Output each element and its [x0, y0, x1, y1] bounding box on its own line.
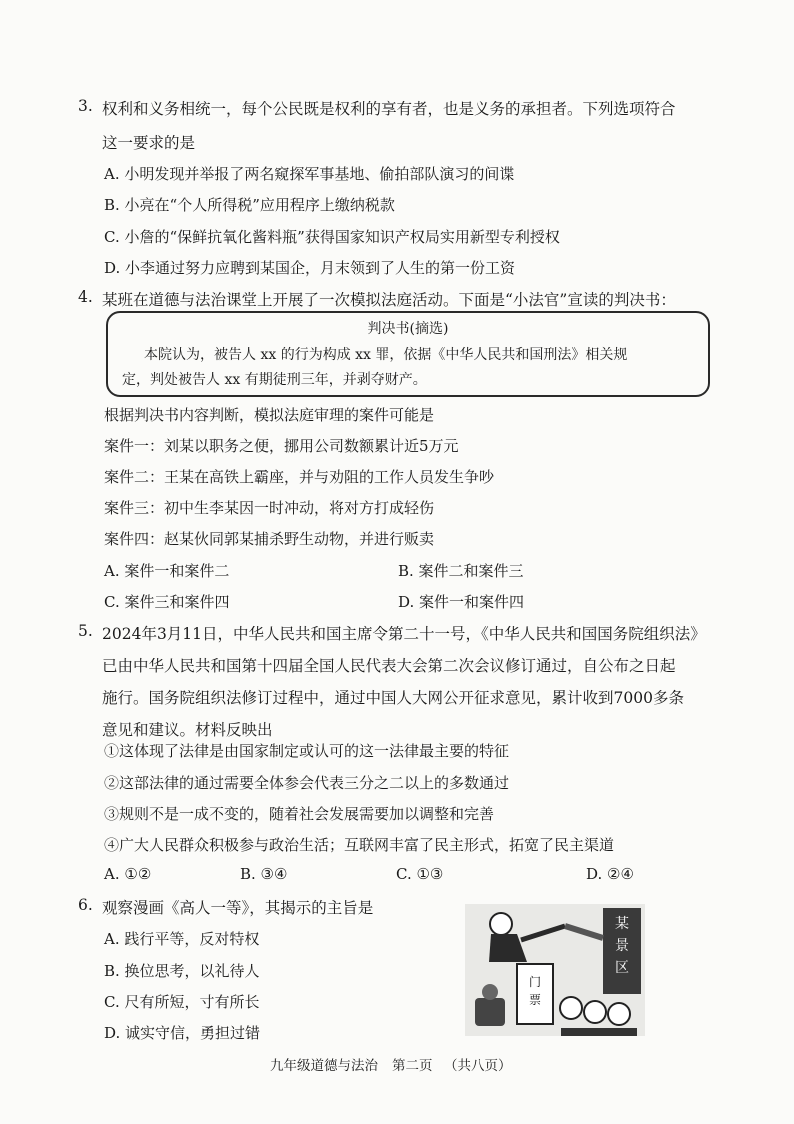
q3-stem-line1: 权利和义务相统一，每个公民既是权利的享有者，也是义务的承担者。下列选项符合 — [102, 100, 676, 118]
judgment-title: 判决书(摘选) — [367, 321, 449, 337]
crowd-face-3 — [608, 1003, 630, 1025]
q4-option-b: B. 案件二和案件三 — [398, 562, 524, 580]
ticket-char-1: 门 — [528, 975, 542, 989]
q5-option-d: D. ②④ — [586, 865, 634, 883]
footer-page: 第二页 — [392, 1058, 433, 1074]
q6-option-c: C. 尺有所短，寸有所长 — [104, 993, 260, 1011]
q3-option-b: B. 小亮在“个人所得税”应用程序上缴纳税款 — [104, 196, 395, 214]
q5-item-3: ③规则不是一成不变的，随着社会发展需要加以调整和完善 — [104, 805, 495, 823]
footer-subject: 九年级道德与法治 — [270, 1058, 378, 1074]
q5-option-a: A. ①② — [104, 865, 152, 883]
judgment-line2: 定，判处被告人 xx 有期徒刑三年，并剥夺财产。 — [122, 372, 427, 388]
q5-stem-line2: 已由中华人民共和国第十四届全国人民代表大会第二次会议修订通过，自公布之日起 — [102, 657, 676, 675]
scenic-sign-char-1: 某 — [615, 916, 629, 932]
q4-option-a: A. 案件一和案件二 — [104, 562, 230, 580]
q5-option-c: C. ①③ — [396, 865, 444, 883]
q5-option-b: B. ③④ — [240, 865, 288, 883]
q6-number: 6. — [78, 896, 93, 914]
crowd-face-2 — [584, 1001, 606, 1023]
q4-case-1: 案件一：刘某以职务之便，挪用公司数额累计近5万元 — [104, 437, 459, 455]
q4-case-3: 案件三：初中生李某因一时冲动，将对方打成轻伤 — [104, 499, 435, 517]
q5-item-1: ①这体现了法律是由国家制定或认可的这一法律最主要的特征 — [104, 742, 510, 760]
q6-option-d: D. 诚实守信，勇担过错 — [104, 1024, 261, 1042]
footer-total: （共八页） — [444, 1058, 512, 1074]
q4-case-4: 案件四：赵某伙同郭某捕杀野生动物，并进行贩卖 — [104, 530, 435, 548]
crowd-face-1 — [560, 997, 582, 1019]
q6-option-b: B. 换位思考，以礼待人 — [104, 962, 260, 980]
q6-option-a: A. 践行平等，反对特权 — [104, 930, 260, 948]
q5-stem-line1: 2024年3月11日，中华人民共和国主席令第二十一号，《中华人民共和国国务院组织法》 — [102, 625, 706, 643]
q3-number: 3. — [78, 97, 93, 115]
cartoon-illustration — [465, 904, 645, 1036]
stamp — [475, 998, 505, 1026]
q5-stem-line4: 意见和建议。材料反映出 — [102, 721, 273, 739]
q5-stem-line3: 施行。国务院组织法修订过程中，通过中国人大网公开征求意见，累计收到7000多条 — [102, 689, 684, 707]
judgment-line1: 本院认为，被告人 xx 的行为构成 xx 罪，依据《中华人民共和国刑法》相关规 — [144, 347, 628, 363]
q4-option-c: C. 案件三和案件四 — [104, 593, 230, 611]
q4-option-d: D. 案件一和案件四 — [398, 593, 525, 611]
q6-stem: 观察漫画《高人一等》，其揭示的主旨是 — [102, 899, 374, 917]
q4-question: 根据判决书内容判断，模拟法庭审理的案件可能是 — [104, 406, 435, 424]
q4-number: 4. — [78, 288, 93, 306]
q5-number: 5. — [78, 622, 93, 640]
q5-item-2: ②这部法律的通过需要全体参会代表三分之二以上的多数通过 — [104, 774, 510, 792]
ticket-char-2: 票 — [528, 993, 542, 1007]
scenic-sign-char-2: 景 — [615, 938, 629, 954]
judgment-box — [106, 311, 710, 397]
crowd-bodies — [561, 1028, 637, 1036]
q5-item-4: ④广大人民群众积极参与政治生活；互联网丰富了民主形式，拓宽了民主渠道 — [104, 836, 615, 854]
scenic-sign-char-3: 区 — [615, 960, 629, 976]
q3-option-c: C. 小詹的“保鲜抗氧化酱料瓶”获得国家知识产权局实用新型专利授权 — [104, 228, 560, 246]
q3-option-d: D. 小李通过努力应聘到某国企，月末领到了人生的第一份工资 — [104, 259, 516, 277]
q4-stem-line1: 某班在道德与法治课堂上开展了一次模拟法庭活动。下面是“小法官”宣读的判决书： — [102, 291, 676, 309]
stamp-handle — [482, 984, 498, 1000]
q3-option-a: A. 小明发现并举报了两名窥探军事基地、偷拍部队演习的间谍 — [104, 165, 515, 183]
official-head — [490, 913, 512, 935]
q3-stem-line2: 这一要求的是 — [102, 134, 196, 152]
q4-case-2: 案件二：王某在高铁上霸座，并与劝阻的工作人员发生争吵 — [104, 468, 495, 486]
